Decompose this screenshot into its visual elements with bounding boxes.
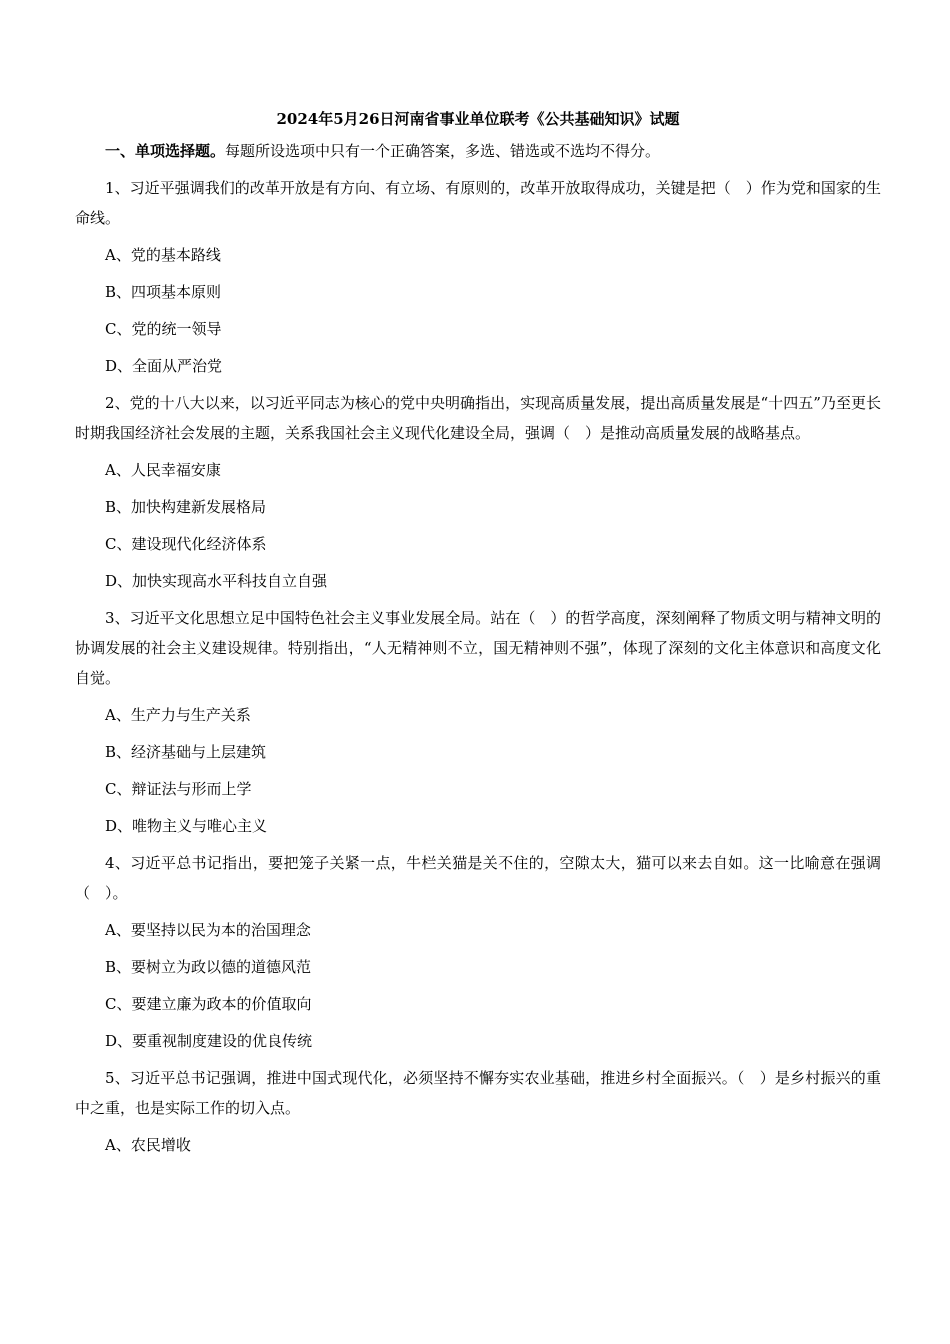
question-3-option-c: C、辩证法与形而上学 (105, 780, 252, 798)
question-3-option-d: D、唯物主义与唯心主义 (105, 817, 268, 835)
question-2-option-d: D、加快实现高水平科技自立自强 (105, 572, 328, 590)
question-3-option-b: B、经济基础与上层建筑 (105, 743, 267, 761)
question-3-stem: 3、习近平文化思想立足中国特色社会主义事业发展全局。站在（ ）的哲学高度，深刻阐释了物质文明与精神文明的协调发展的社会主义建设规律。特别指出，“人无精神则不立，国无精神则不强”，体现了深刻的文化主体意识和高度文化自觉。 (75, 609, 881, 687)
document-title: 2024年5月26日河南省事业单位联考《公共基础知识》试题 (276, 110, 680, 128)
question-2-option-a: A、人民幸福安康 (105, 461, 221, 479)
question-1-option-c: C、党的统一领导 (105, 320, 222, 338)
question-3-option-a: A、生产力与生产关系 (105, 706, 251, 724)
question-5-stem: 5、习近平总书记强调，推进中国式现代化，必须坚持不懈夯实农业基础，推进乡村全面振兴。（ ）是乡村振兴的重中之重，也是实际工作的切入点。 (75, 1069, 881, 1117)
question-4-option-c: C、要建立廉为政本的价值取向 (105, 995, 312, 1013)
question-2-stem: 2、党的十八大以来，以习近平同志为核心的党中央明确指出，实现高质量发展，提出高质量发展是“十四五”乃至更长时期我国经济社会发展的主题，关系我国社会主义现代化建设全局，强调（ ）是推动高质量发展的战略基点。 (75, 394, 881, 442)
question-1-option-d: D、全面从严治党 (105, 357, 223, 375)
section-instruction: 每题所设选项中只有一个正确答案，多选、错选或不选均不得分。 (225, 142, 661, 160)
document-page (75, 104, 881, 1167)
question-2-option-c: C、建设现代化经济体系 (105, 535, 267, 553)
question-1-option-a: A、党的基本路线 (105, 246, 221, 264)
question-4-option-d: D、要重视制度建设的优良传统 (105, 1032, 313, 1050)
question-2-option-b: B、加快构建新发展格局 (105, 498, 267, 516)
question-5-option-a: A、农民增收 (105, 1136, 191, 1154)
question-1-stem: 1、习近平强调我们的改革开放是有方向、有立场、有原则的，改革开放取得成功，关键是把（ ）作为党和国家的生命线。 (75, 179, 881, 227)
question-4-option-a: A、要坚持以民为本的治国理念 (105, 921, 311, 939)
question-4-stem: 4、习近平总书记指出，要把笼子关紧一点，牛栏关猫是关不住的，空隙太大，猫可以来去自如。这一比喻意在强调（ ）。 (75, 854, 881, 902)
question-4-option-b: B、要树立为政以德的道德风范 (105, 958, 312, 976)
section-heading (75, 136, 881, 166)
section-heading-label: 一、单项选择题。 (105, 142, 226, 160)
question-1-option-b: B、四项基本原则 (105, 283, 222, 301)
